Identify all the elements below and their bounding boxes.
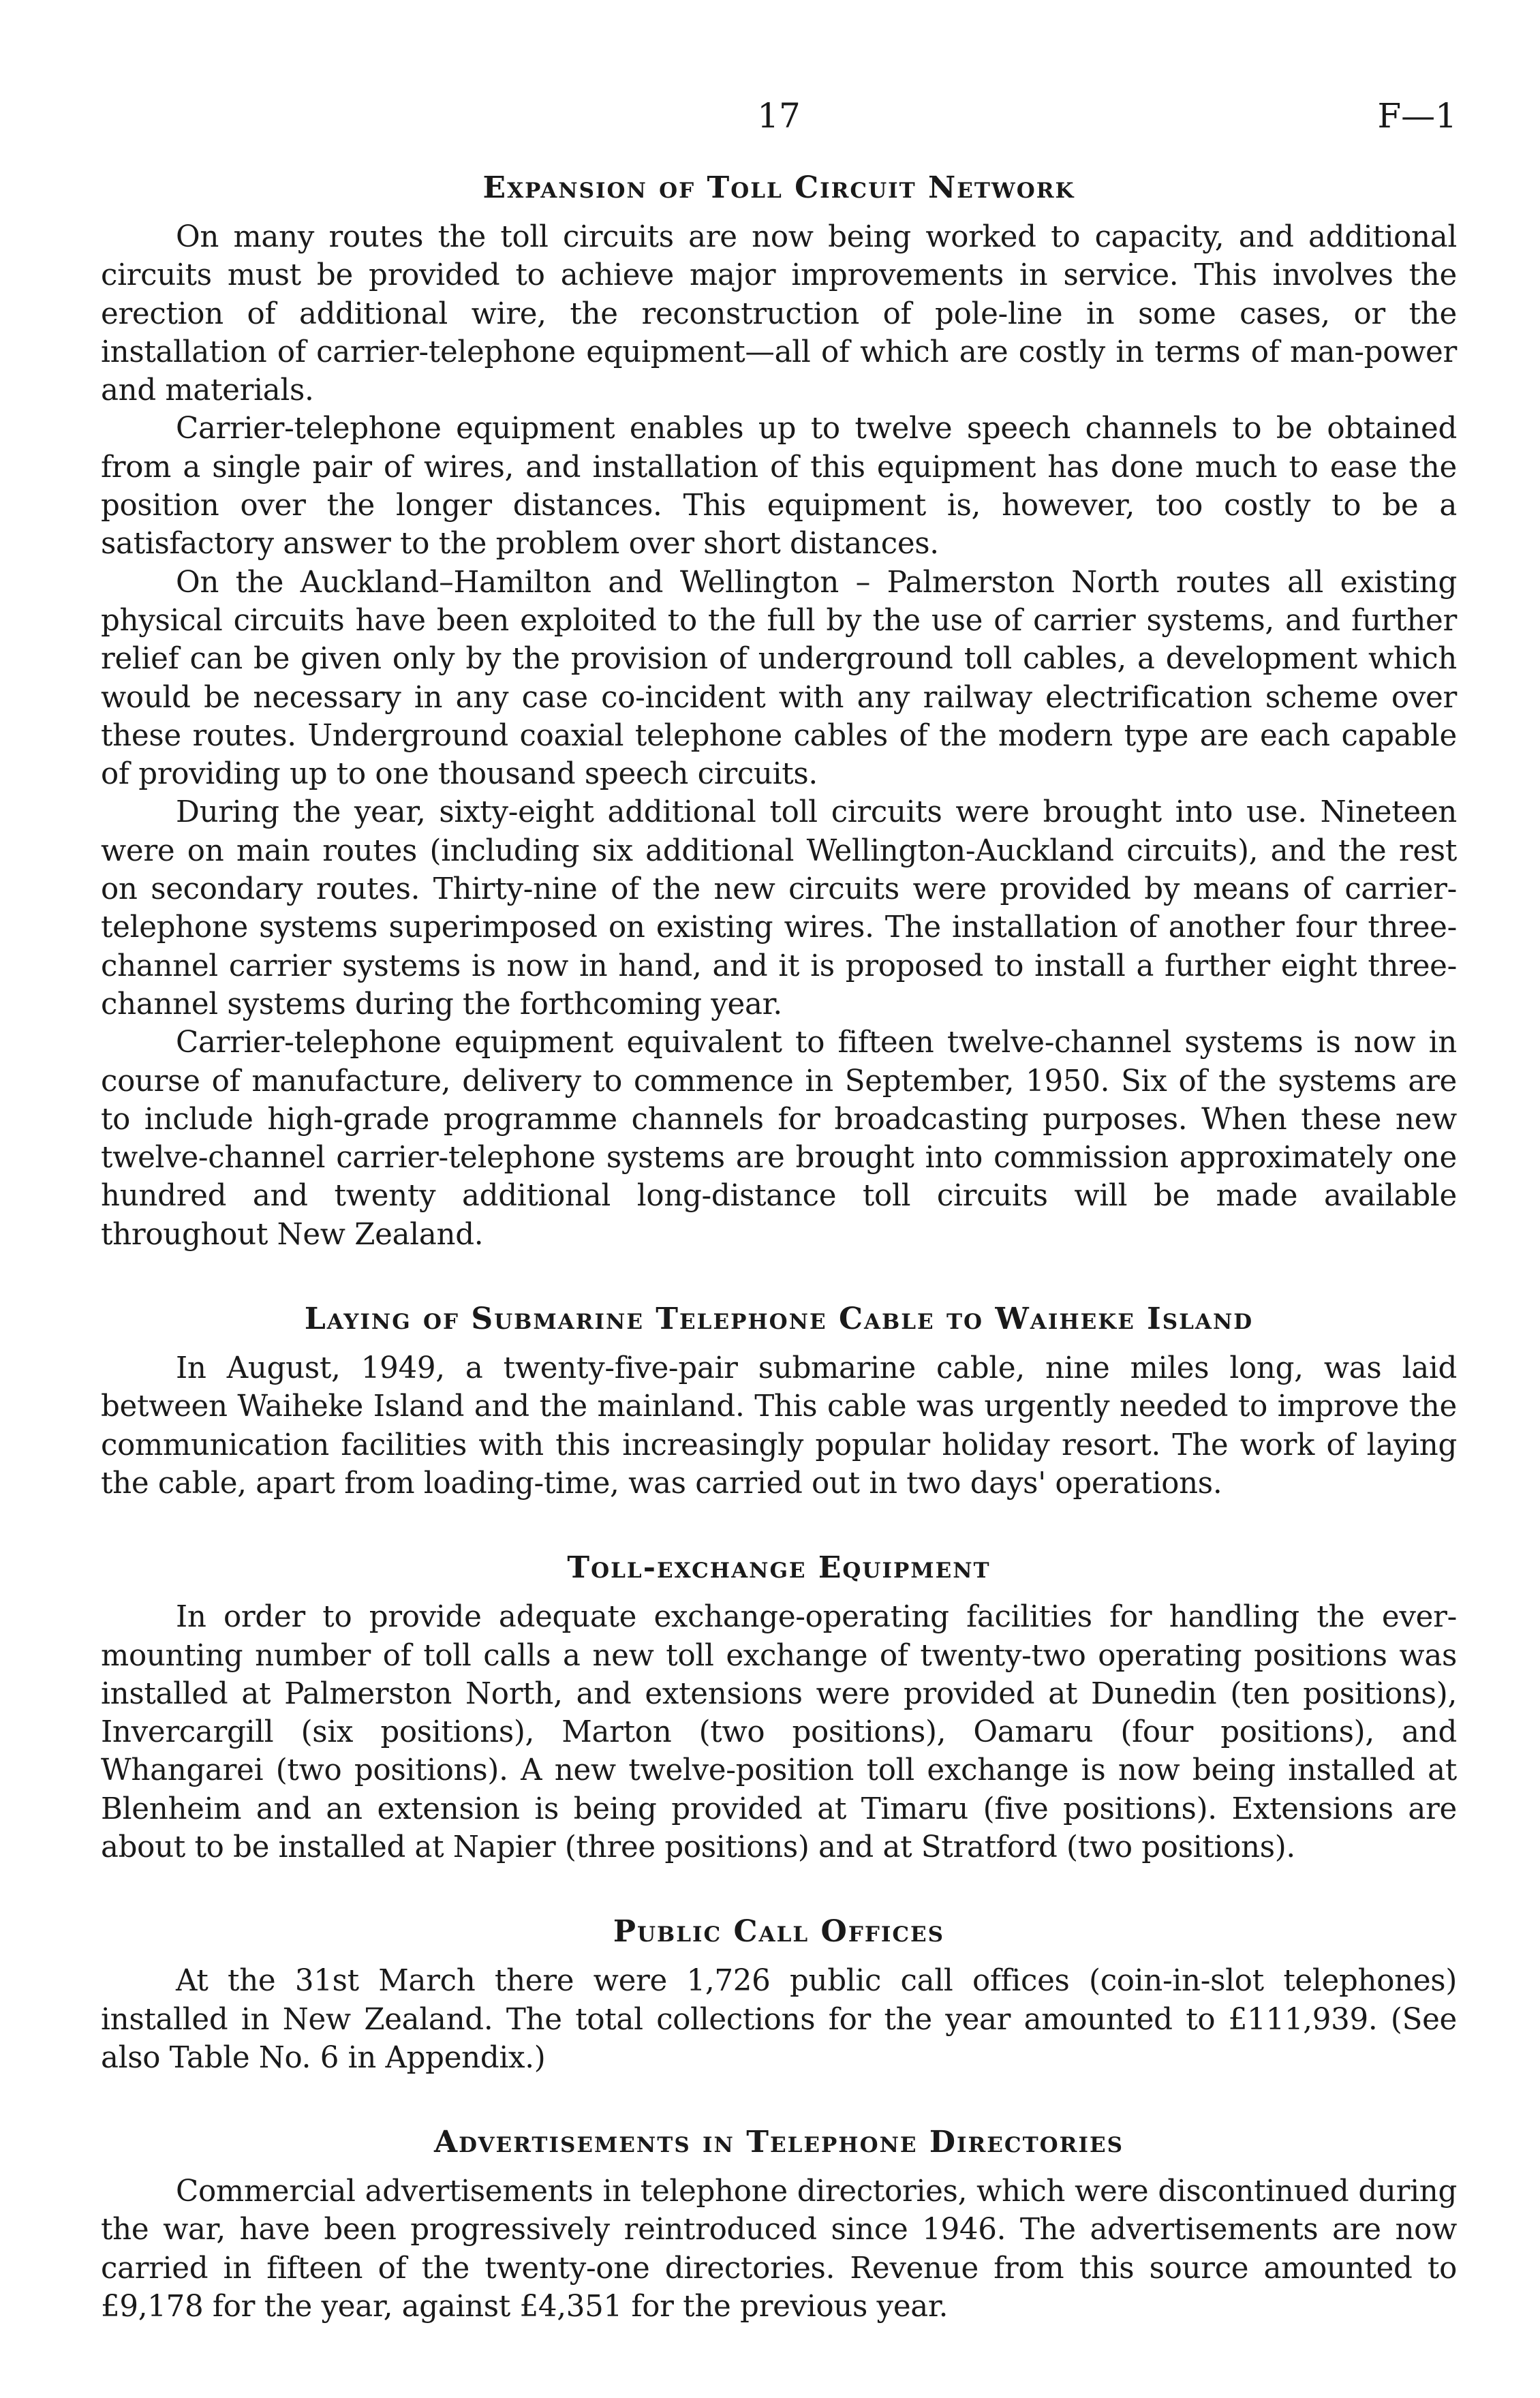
paragraph: Commercial advertisements in telephone directories, which were discontinued during the war, have been progressively reintroduced since 1946. The advertisements are now carried in fifteen of the twenty-one directories. Revenue from this source amounted to £9,178 for the year, against £4,351 for the previous year. xyxy=(101,2174,1457,2324)
page-header xyxy=(101,95,1457,170)
document-code: F—1 xyxy=(1377,96,1457,136)
paragraph: In August, 1949, a twenty-five-pair submarine cable, nine miles long, was laid between Waiheke Island and the mainland. This cable was urgently needed to improve the communication facilities with this increasingly popular holiday resort. The work of laying the cable, apart from loading-time, was carried out in two days' operations. xyxy=(101,1351,1457,1501)
section-toll-exchange-equipment xyxy=(101,1550,1457,1866)
paragraph: At the 31st March there were 1,726 public call offices (coin-in-slot telephones) installed in New Zealand. The total collections for the year amounted to £111,939. (See also Table No. 6 in Appendix.) xyxy=(101,1964,1457,2075)
paragraph: On many routes the toll circuits are now being worked to capacity, and additional circuits must be provided to achieve major improvements in service. This involves the erection of additional wire, the reconstruction of pole-line in some cases, or the installation of carrier-telephone equipment—all of which are costly in terms of man-power and materials. xyxy=(101,220,1457,408)
section-title: Public Call Offices xyxy=(613,1914,945,1950)
paragraph: Carrier-telephone equipment equivalent to fifteen twelve-channel systems is now in course of manufacture, delivery to commence in September, 1950. Six of the systems are to include high-grade programme channels for broadcasting purposes. When these new twelve-channel carrier-telephone systems are brought into commission approximately one hundred and twenty additional long-distance toll circuits will be made available throughout New Zealand. xyxy=(101,1026,1457,1252)
section-expansion-toll-network xyxy=(101,170,1457,1254)
section-title: Laying of Submarine Telephone Cable to Waiheke Island xyxy=(304,1302,1254,1337)
paragraph: During the year, sixty-eight additional toll circuits were brought into use. Nineteen were on main routes (including six additional Wellington-Auckland circuits), and the rest on secondary routes. Thirty-nine of the new circuits were provided by means of carrier-telephone systems superimposed on existing wires. The installation of another four three-channel carrier systems is now in hand, and it is proposed to install a further eight three-channel systems during the forthcoming year. xyxy=(101,795,1457,1021)
page-number: 17 xyxy=(757,96,801,136)
section-title: Toll-exchange Equipment xyxy=(567,1550,991,1586)
paragraph: In order to provide adequate exchange-operating facilities for handling the ever-mounting number of toll calls a new toll exchange of twenty-two operating positions was installed at Palmerston North, and extensions were provided at Dunedin (ten positions), Invercargill (six positions), Marton (two positions), Oamaru (four positions), and Whangarei (two positions). A new twelve-position toll exchange is now being installed at Blenheim and an extension is being provided at Timaru (five positions). Extensions are about to be installed at Napier (three positions) and at Stratford (two positions). xyxy=(101,1600,1457,1864)
section-public-call-offices xyxy=(101,1914,1457,2077)
paragraph: On the Auckland–Hamilton and Wellington – Palmerston North routes all existing physical circuits have been exploited to the full by the use of carrier systems, and further relief can be given only by the provision of underground toll cables, a development which would be necessary in any case co-incident with any railway electrification scheme over these routes. Underground coaxial telephone cables of the modern type are each capable of providing up to one thousand speech circuits. xyxy=(101,565,1457,792)
section-submarine-cable xyxy=(101,1302,1457,1503)
paragraph: Carrier-telephone equipment enables up to twelve speech channels to be obtained from a single pair of wires, and installation of this equipment has done much to ease the position over the longer distances. This equipment is, however, too costly to be a satisfactory answer to the problem over short distances. xyxy=(101,412,1457,562)
section-directory-advertisements xyxy=(101,2125,1457,2326)
document-page xyxy=(101,95,1457,2344)
section-title: Advertisements in Telephone Directories xyxy=(434,2125,1124,2160)
section-title: Expansion of Toll Circuit Network xyxy=(482,170,1075,205)
